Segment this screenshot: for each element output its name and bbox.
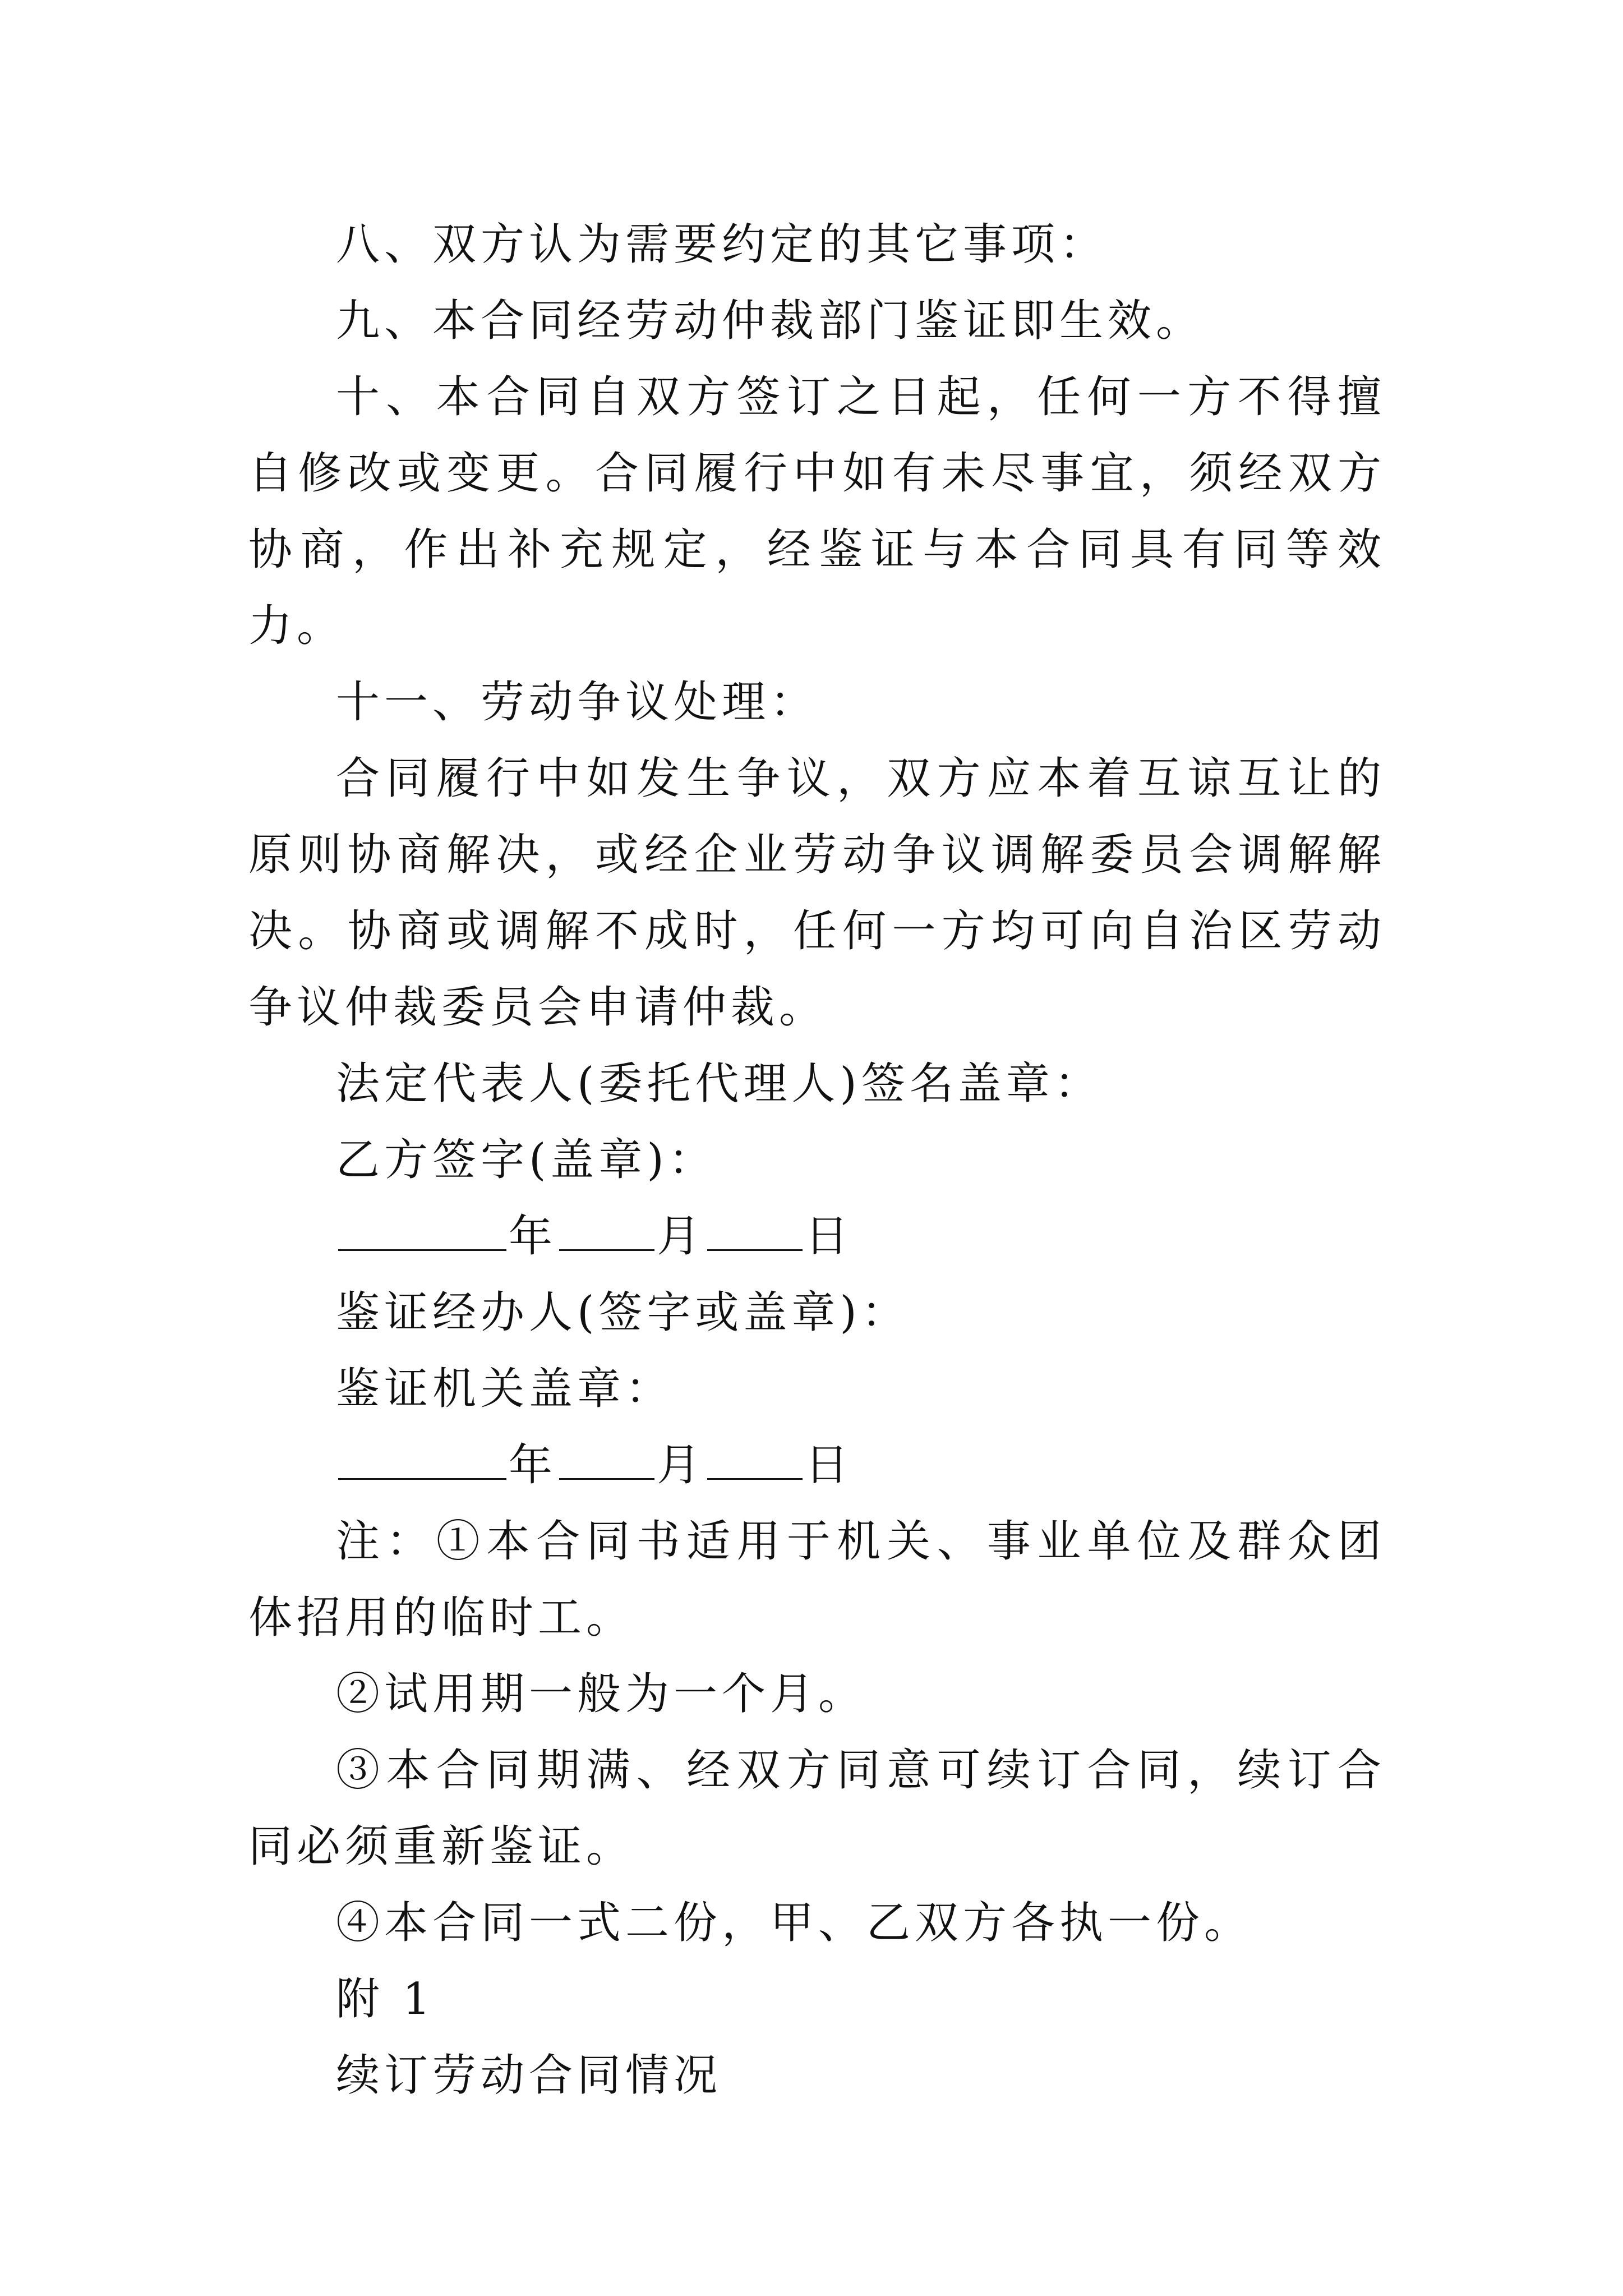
note-2: ②试用期一般为一个月。: [336, 1669, 867, 1719]
day-blank[interactable]: [707, 1200, 803, 1251]
appendix-title: 续订劳动合同情况: [336, 2050, 722, 2101]
clause-8: 八、双方认为需要约定的其它事项：: [336, 219, 1108, 270]
year-label: 年: [509, 1211, 557, 1262]
date-line-2: [248, 1427, 1386, 1503]
note-4: ④本合同一式二份，甲、乙双方各执一份。: [336, 1898, 1253, 1948]
party-b-signature: 乙方签字(盖章)：: [336, 1135, 717, 1185]
note-1: 注：①本合同书适用于机关、事业单位及群众团体招用的临时工。: [248, 1516, 1386, 1643]
legal-representative-signature: 法定代表人(委托代理人)签名盖章：: [336, 1059, 1103, 1109]
month-blank[interactable]: [559, 1429, 654, 1480]
note-3: ③本合同期满、经双方同意可续订合同，续订合同必须重新鉴证。: [248, 1745, 1386, 1872]
date-line-1: [248, 1198, 1386, 1274]
certifier-signature: 鉴证经办人(签字或盖章)：: [336, 1287, 910, 1338]
appendix-label: 附 1: [336, 1974, 435, 2024]
day-blank[interactable]: [707, 1429, 803, 1480]
clause-11-body: 合同履行中如发生争议，双方应本着互谅互让的原则协商解决，或经企业劳动争议调解委员会调解解决。协商或调解不成时，任何一方均可向自治区劳动争议仲裁委员会申请仲裁。: [248, 753, 1386, 1033]
day-label: 日: [805, 1440, 854, 1490]
clause-9: 九、本合同经劳动仲裁部门鉴证即生效。: [336, 296, 1205, 346]
document-body: [248, 206, 1386, 2114]
year-blank[interactable]: [338, 1200, 506, 1251]
clause-10: 十、本合同自双方签订之日起，任何一方不得擅自修改或变更。合同履行中如有未尽事宜，须经双方协商，作出补充规定，经鉴证与本合同具有同等效力。: [248, 372, 1386, 651]
year-label: 年: [509, 1440, 557, 1490]
certifying-authority-seal: 鉴证机关盖章：: [336, 1364, 674, 1414]
day-label: 日: [805, 1211, 854, 1262]
month-label: 月: [657, 1211, 706, 1262]
year-blank[interactable]: [338, 1429, 506, 1480]
clause-11-heading: 十一、劳动争议处理：: [336, 677, 819, 728]
month-blank[interactable]: [559, 1200, 654, 1251]
month-label: 月: [657, 1440, 706, 1490]
